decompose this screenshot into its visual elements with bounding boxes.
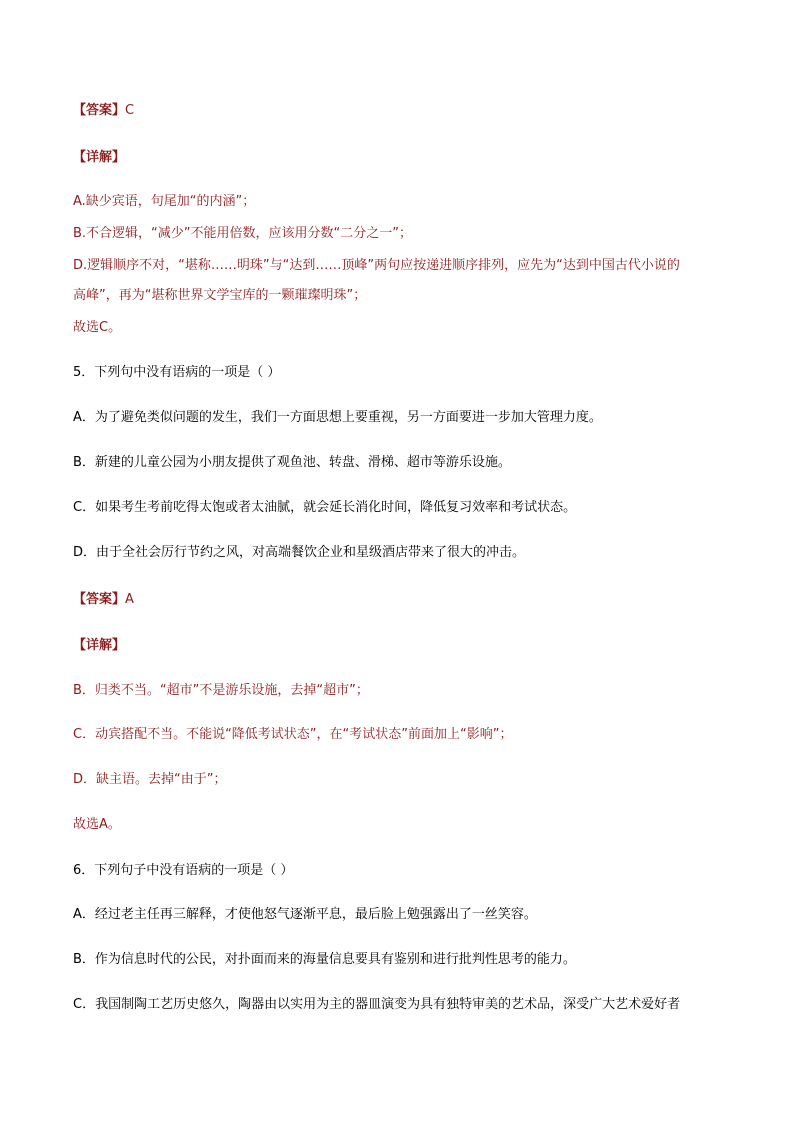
conclusion-line: 故选C。 [73, 320, 122, 335]
question-6-option-c: C．我国制陶工艺历史悠久，陶器由以实用为主的器皿演变为具有独特审美的艺术品，深受广大艺术爱好者 [73, 997, 681, 1012]
explain-line: D．缺主语。去掉“由于”； [73, 772, 227, 787]
question-6-stem: 6．下列句子中没有语病的一项是（ ） [73, 863, 294, 878]
question-5-option-a: A．为了避免类似问题的发生，我们一方面思想上要重视，另一方面要进一步加大管理力度。 [73, 410, 602, 425]
explain-line: D.逻辑顺序不对，“堪称……明珠”与“达到……顶峰”两句应按递进顺序排列，应先为“达到中国古代小说的 [73, 258, 680, 273]
explain-line: B．归类不当。“超市”不是游乐设施，去掉“超市”； [73, 683, 369, 698]
question-6-option-a: A．经过老主任再三解释，才使他怒气逐渐平息，最后脸上勉强露出了一丝笑容。 [73, 907, 537, 922]
answer-label: 【答案】 [73, 592, 126, 607]
question-5-option-b: B．新建的儿童公园为小朋友提供了观鱼池、转盘、滑梯、超市等游乐设施。 [73, 455, 511, 470]
answer-value: A [125, 592, 134, 607]
conclusion-line: 故选A。 [73, 817, 121, 832]
explain-line: A.缺少宾语，句尾加“的内涵”； [73, 194, 256, 209]
question-6-option-b: B．作为信息时代的公民，对扑面而来的海量信息要具有鉴别和进行批判性思考的能力。 [73, 952, 576, 967]
question-5-option-d: D．由于全社会厉行节约之风，对高端餐饮企业和星级酒店带来了很大的冲击。 [73, 545, 526, 560]
explain-line: 高峰”，再为“堪称世界文学宝库的一颗璀璨明珠”； [73, 288, 367, 303]
explain-line: B.不合逻辑，“减少”不能用倍数，应该用分数“二分之一”； [73, 226, 412, 241]
explain-line: C．动宾搭配不当。不能说“降低考试状态”，在“考试状态”前面加上“影响”； [73, 727, 513, 742]
answer-line-2 [73, 591, 134, 609]
answer-value: C [125, 103, 135, 118]
question-5-stem: 5．下列句中没有语病的一项是（ ） [73, 365, 281, 380]
explain-label: 【详解】 [73, 638, 126, 653]
question-5-option-c: C．如果考生考前吃得太饱或者太油腻，就会延长消化时间，降低复习效率和考试状态。 [73, 500, 577, 515]
explain-label: 【详解】 [73, 150, 126, 165]
answer-label: 【答案】 [73, 103, 126, 118]
answer-line-1 [73, 102, 134, 120]
